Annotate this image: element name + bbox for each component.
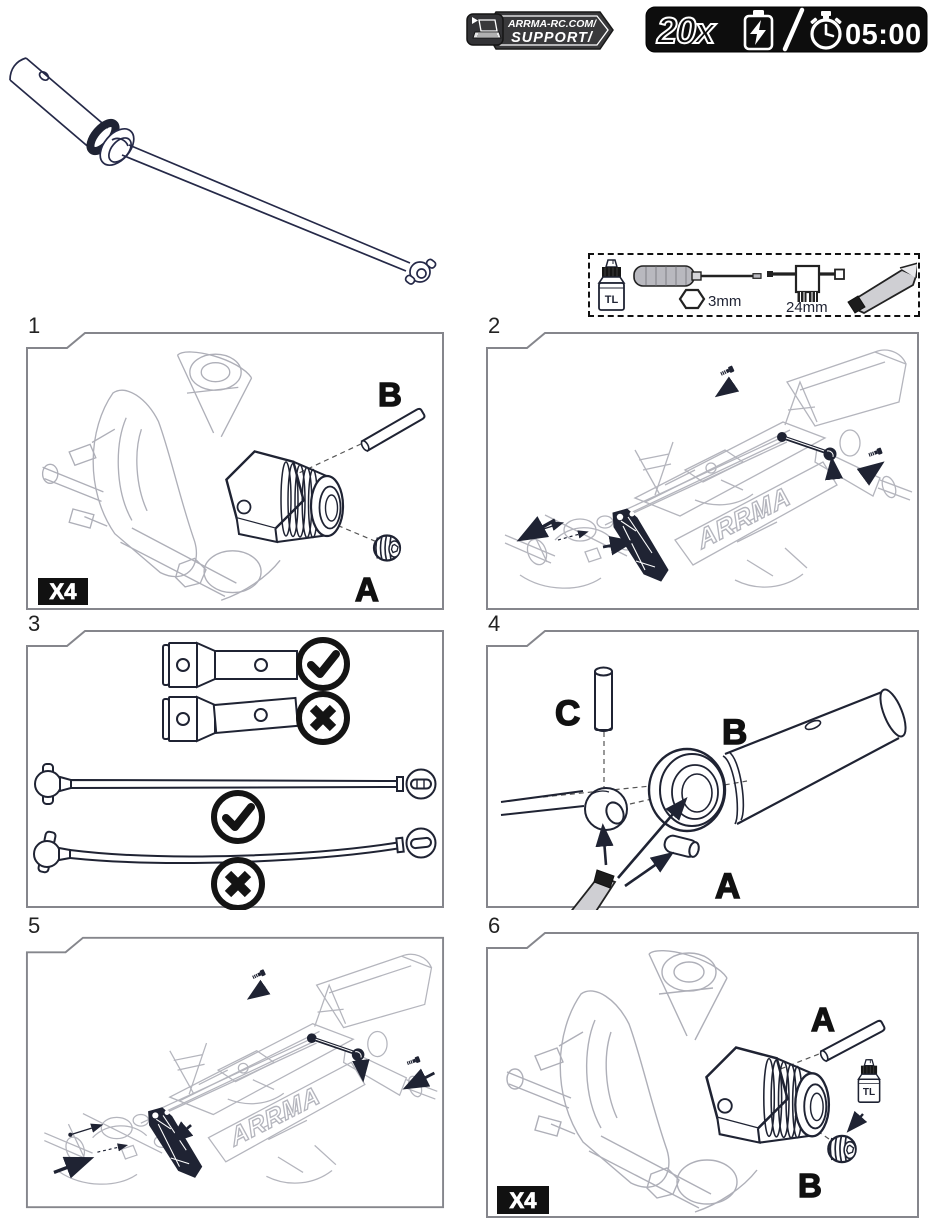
panel-frame xyxy=(487,333,918,609)
step-number: 6 xyxy=(488,913,501,938)
threadlock-bottle-icon xyxy=(599,260,624,310)
step-panel-3 xyxy=(25,611,445,910)
step-number: 4 xyxy=(488,611,501,636)
threadlock-label: TL xyxy=(604,294,619,306)
step-number: 3 xyxy=(28,611,41,636)
hex-key-icon xyxy=(680,290,704,308)
svg-text:X4: X4 xyxy=(509,1188,537,1213)
step-panel-6 xyxy=(485,913,920,1220)
part-label-pin: B xyxy=(378,376,402,413)
quantity-badge xyxy=(497,1186,549,1214)
check-icon xyxy=(214,793,262,841)
part-label-screw: A xyxy=(355,571,379,608)
threadlock-bottle-icon xyxy=(858,1060,879,1103)
step-panel-5 xyxy=(25,913,445,1215)
repeat-count-label: 20x xyxy=(657,10,715,51)
hero-driveshaft-illustration xyxy=(8,48,443,293)
step-number: 2 xyxy=(488,313,501,338)
step-number: 1 xyxy=(28,313,41,338)
part-label-coupler: B xyxy=(722,713,748,752)
part-label-bushing: A xyxy=(715,867,741,906)
cross-icon xyxy=(299,694,347,742)
grub-screw-part xyxy=(374,536,400,561)
laptop-icon xyxy=(467,14,503,45)
part-label-pin: C xyxy=(555,694,581,733)
wrench-size-label: 24mm xyxy=(786,299,828,314)
support-badge-line2: SUPPORT/ xyxy=(511,30,593,46)
screwdriver-icon xyxy=(634,266,761,286)
cross-wrench-icon xyxy=(767,266,844,302)
grease-tube-icon xyxy=(848,263,917,313)
panel-frame xyxy=(27,938,443,1207)
part-label-pin: A xyxy=(811,1001,835,1038)
check-icon xyxy=(299,640,347,688)
threadlock-label: TL xyxy=(862,1087,876,1098)
battery-count-badge xyxy=(645,6,928,53)
svg-text:X4: X4 xyxy=(49,579,77,604)
cross-icon xyxy=(214,860,262,908)
step-panel-2 xyxy=(485,313,920,612)
grub-screw-part xyxy=(828,1136,855,1162)
support-badge-line1: ARRMA-RC.COM/ xyxy=(507,18,597,30)
step-panel-1 xyxy=(25,313,445,612)
support-badge xyxy=(466,8,618,52)
tools-box xyxy=(588,253,920,317)
hex-size-label: 3mm xyxy=(708,293,742,310)
quantity-badge xyxy=(38,578,88,605)
step-panel-4 xyxy=(485,611,920,910)
time-label: 05:00 xyxy=(845,19,922,51)
step-number: 5 xyxy=(28,913,41,938)
cross-pin-part xyxy=(595,668,612,732)
part-label-screw: B xyxy=(798,1167,822,1204)
